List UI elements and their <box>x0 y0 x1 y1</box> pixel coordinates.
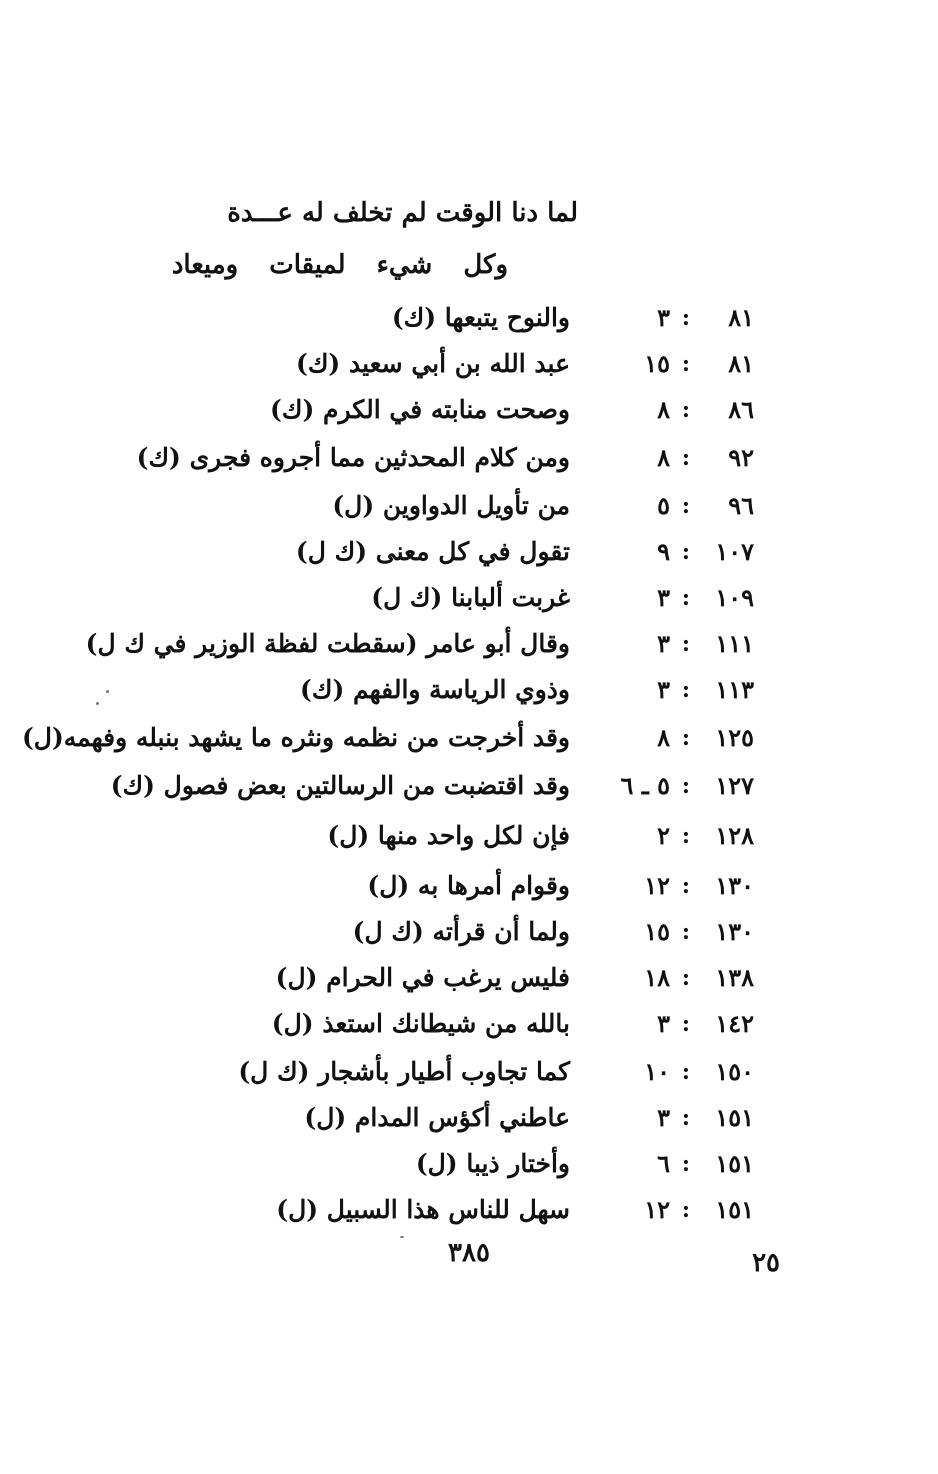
entry-separator: : <box>681 305 690 331</box>
entry-page: ١٥١ <box>715 1103 754 1132</box>
entry-separator: : <box>681 631 690 657</box>
entry-line: ٩ <box>657 537 670 566</box>
entry-text: وقوام أمرها به (ل) <box>367 871 570 900</box>
page-number: ٣٨٥ <box>448 1238 490 1268</box>
verse-line-1: لما دنا الوقت لم تخلف له عـــدة <box>227 198 578 228</box>
entry-line: ٦ <box>657 1149 670 1178</box>
entry-page: ١١١ <box>715 629 754 658</box>
scan-speck <box>96 702 99 705</box>
entry-line: ٣ <box>657 1103 670 1132</box>
entry-text: فإن لكل واحد منها (ل) <box>327 821 570 850</box>
entry-separator: : <box>681 823 690 849</box>
entry-separator: : <box>681 677 690 703</box>
entry-separator: : <box>681 919 690 945</box>
list-item <box>0 344 938 390</box>
entry-text: وقد اقتضبت من الرسالتين بعض فصول (ك) <box>110 771 570 800</box>
list-item <box>0 816 938 862</box>
entry-text: سهل للناس هذا السبيل (ل) <box>276 1195 570 1224</box>
entry-page: ١٢٨ <box>715 821 754 850</box>
list-item <box>0 1098 938 1144</box>
entry-page: ٨١ <box>728 303 754 332</box>
entry-separator: : <box>681 965 690 991</box>
entry-page: ٩٢ <box>728 443 754 472</box>
entry-line: ٢ <box>657 821 670 850</box>
entry-page: ١٠٧ <box>715 537 754 566</box>
entry-line: ٣ <box>657 583 670 612</box>
entry-page: ١٢٥ <box>715 723 754 752</box>
entry-text: بالله من شيطانك استعذ (ل) <box>271 1009 570 1038</box>
entry-text: غربت ألبابنا (ك ل) <box>371 583 570 612</box>
entry-page: ١٤٢ <box>715 1009 754 1038</box>
entry-text: ولما أن قرأته (ك ل) <box>352 917 570 946</box>
entry-separator: : <box>681 397 690 423</box>
entry-page: ١٥١ <box>715 1149 754 1178</box>
entry-line: ٣ <box>657 629 670 658</box>
entry-separator: : <box>681 351 690 377</box>
entry-line: ٣ <box>657 303 670 332</box>
entry-line: ١٠ <box>644 1057 670 1086</box>
list-item <box>0 390 938 436</box>
scan-speck <box>106 690 109 693</box>
entry-separator: : <box>681 1151 690 1177</box>
list-item <box>0 578 938 624</box>
entry-line: ٣ <box>657 1009 670 1038</box>
list-item <box>0 486 938 532</box>
signature-mark: ٢٥ <box>752 1248 780 1278</box>
list-item <box>0 866 938 912</box>
entry-separator: : <box>681 1059 690 1085</box>
entry-text: وقد أخرجت من نظمه ونثره ما يشهد بنبله وفهمه(ل) <box>21 723 570 752</box>
entry-page: ٨٦ <box>728 395 754 424</box>
list-item <box>0 1004 938 1050</box>
scan-speck <box>400 1236 404 1238</box>
entry-text: تقول في كل معنى (ك ل) <box>295 537 570 566</box>
entry-page: ١٣٠ <box>715 917 754 946</box>
entry-separator: : <box>681 725 690 751</box>
entry-separator: : <box>681 1105 690 1131</box>
list-item <box>0 1052 938 1098</box>
entry-separator: : <box>681 493 690 519</box>
verse-line-2: وكل شيء لميقات وميعاد <box>171 250 508 280</box>
entry-line: ١٥ <box>644 917 670 946</box>
list-item <box>0 766 938 812</box>
list-item <box>0 670 938 716</box>
entry-text: عاطني أكؤس المدام (ل) <box>304 1103 570 1132</box>
entry-line: ٨ <box>657 395 670 424</box>
entry-line: ٨ <box>657 443 670 472</box>
entry-page: ١٠٩ <box>715 583 754 612</box>
entry-text: وصحت منابته في الكرم (ك) <box>270 395 570 424</box>
entry-page: ١٢٧ <box>715 771 754 800</box>
entry-page: ١١٣ <box>715 675 754 704</box>
entry-page: ١٥٠ <box>715 1057 754 1086</box>
entry-page: ١٣٨ <box>715 963 754 992</box>
entry-line: ١٥ <box>644 349 670 378</box>
entry-page: ٩٦ <box>728 491 754 520</box>
entry-text: وذوي الرياسة والفهم (ك) <box>300 675 570 704</box>
entry-line: ٣ <box>657 675 670 704</box>
entry-text: وقال أبو عامر (سقطت لفظة الوزير في ك ل) <box>85 629 570 658</box>
entry-separator: : <box>681 1197 690 1223</box>
entry-text: ومن كلام المحدثين مما أجروه فجرى (ك) <box>136 443 570 472</box>
entry-text: عبد الله بن أبي سعيد (ك) <box>295 349 570 378</box>
entry-separator: : <box>681 1011 690 1037</box>
list-item <box>0 958 938 1004</box>
entry-page: ٨١ <box>728 349 754 378</box>
entry-separator: : <box>681 445 690 471</box>
entry-text: فليس يرغب في الحرام (ل) <box>275 963 570 992</box>
list-item <box>0 532 938 578</box>
list-item <box>0 912 938 958</box>
entry-line: ١٢ <box>644 871 670 900</box>
list-item <box>0 298 938 344</box>
entry-text: والنوح يتبعها (ك) <box>391 303 570 332</box>
list-item <box>0 1144 938 1190</box>
list-item <box>0 438 938 484</box>
entry-separator: : <box>681 539 690 565</box>
entry-page: ١٥١ <box>715 1195 754 1224</box>
entry-line: ٥ <box>657 491 670 520</box>
list-item <box>0 718 938 764</box>
entry-separator: : <box>681 773 690 799</box>
entry-separator: : <box>681 585 690 611</box>
entry-line: ٥ ـ ٦ <box>620 771 670 800</box>
entry-text: كما تجاوب أطيار بأشجار (ك ل) <box>238 1057 570 1086</box>
entry-page: ١٣٠ <box>715 871 754 900</box>
entry-line: ١٨ <box>644 963 670 992</box>
entry-text: وأختار ذيبا (ل) <box>415 1149 570 1178</box>
entry-line: ٨ <box>657 723 670 752</box>
list-item <box>0 1190 938 1236</box>
entry-text: من تأويل الدواوين (ل) <box>332 491 570 520</box>
entry-line: ١٢ <box>644 1195 670 1224</box>
list-item <box>0 624 938 670</box>
entry-separator: : <box>681 873 690 899</box>
